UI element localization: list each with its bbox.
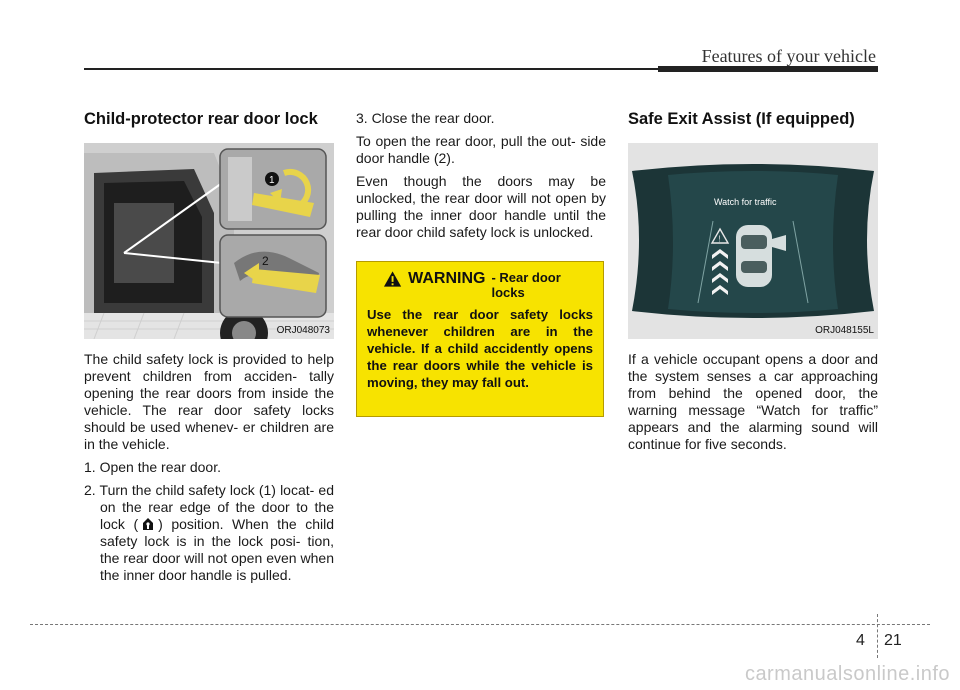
figure-safe-exit bbox=[628, 143, 878, 339]
step-2 bbox=[84, 482, 334, 584]
child-lock-icon bbox=[140, 516, 156, 532]
step-2-text-b: ) position. When the child safety lock is in the lock posi- tion, the rear door will not open even when the inner door handle is pulled. bbox=[100, 516, 334, 583]
running-header: Features of your vehicle bbox=[701, 46, 876, 66]
warning-header bbox=[383, 270, 593, 300]
section-heading-child-lock: Child-protector rear door lock bbox=[84, 110, 318, 128]
cluster-message: Watch for traffic bbox=[714, 197, 777, 207]
paragraph-open-door: To open the rear door, pull the out- side door handle (2). bbox=[356, 133, 606, 166]
child-lock-illustration bbox=[84, 143, 334, 339]
page-number: 21 bbox=[884, 632, 902, 649]
warning-body: Use the rear door safety locks whenever children are in the vehicle. If a child accidently opens the rear doors while the vehicle is moving, they may fall out. bbox=[367, 307, 593, 390]
section-heading-safe-exit: Safe Exit Assist (If equipped) bbox=[628, 110, 855, 128]
safe-exit-description: If a vehicle occupant opens a door and the system senses a car approaching from behind the opened door, the warning message “Watch for traffic” appears and the alarming sound will continue for five seconds. bbox=[628, 351, 878, 452]
cluster-display-illustration bbox=[628, 143, 878, 339]
warning-triangle-icon bbox=[383, 270, 402, 288]
figure-code: ORJ048155L bbox=[815, 325, 874, 336]
warning-box bbox=[356, 261, 604, 417]
callout-1: 1 bbox=[269, 175, 275, 186]
column-child-lock bbox=[84, 110, 334, 590]
warning-subtitle: - Rear door locks bbox=[491, 270, 561, 300]
svg-text:!: ! bbox=[718, 234, 721, 244]
step-2-text-a: 2. Turn the child safety lock (1) locat- ed on the rear edge of the door to the lock ( bbox=[84, 482, 334, 532]
paragraph-unlock-note: Even though the doors may be unlocked, the rear door will not open by pulling the inner door handle until the rear door child safety lock is unlocked. bbox=[356, 173, 606, 240]
header-rule-accent bbox=[658, 66, 878, 72]
column-continuation bbox=[356, 110, 606, 417]
intro-paragraph: The child safety lock is provided to help prevent children from acciden- tally opening the rear doors from inside the vehicle. The rear door safety locks should be used whenev- er children are in the vehicle. bbox=[84, 351, 334, 452]
footer-rule bbox=[30, 624, 930, 625]
figure-code: ORJ048073 bbox=[276, 325, 330, 336]
column-safe-exit bbox=[628, 110, 878, 459]
step-1: 1. Open the rear door. bbox=[84, 459, 221, 475]
warning-title: WARNING bbox=[408, 270, 486, 287]
figure-child-lock bbox=[84, 143, 334, 339]
watermark: carmanualsonline.info bbox=[744, 663, 950, 685]
step-3: 3. Close the rear door. bbox=[356, 110, 495, 126]
callout-2: 2 bbox=[262, 254, 269, 268]
footer-divider bbox=[877, 614, 878, 658]
chapter-number: 4 bbox=[856, 632, 865, 649]
